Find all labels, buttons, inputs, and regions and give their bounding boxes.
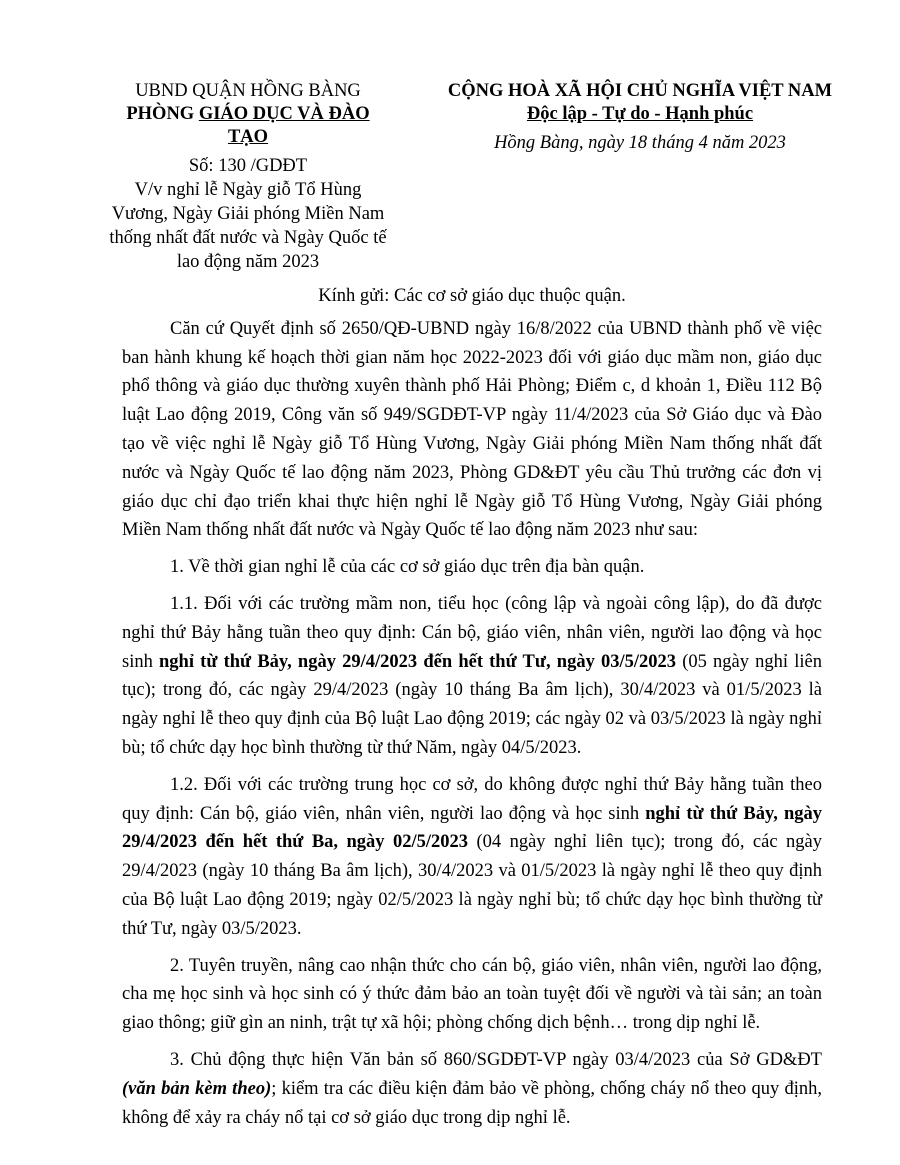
paragraph-basis: Căn cứ Quyết định số 2650/QĐ-UBND ngày 16/8/2022 của UBND thành phố về việc ban hành khung kế hoạch thời gian năm học 2022-2023 đối với giáo dục mầm non, giáo dục phổ thông và giáo dục thường xuyên thành phố Hải Phòng; Điểm c, d khoản 1, Điều 112 Bộ luật Lao động 2019, Công văn số 949/SGDĐT-VP ngày 11/4/2023 của Sở Giáo dục và Đào tạo về việc nghỉ lễ Ngày giỗ Tổ Hùng Vương, Ngày Giải phóng Miền Nam thống nhất đất nước và Ngày Quốc tế lao động năm 2023, Phòng GD&ĐT yêu cầu Thủ trưởng các đơn vị giáo dục chỉ đạo triển khai thực hiện nghỉ lễ Ngày giỗ Tổ Hùng Vương, Ngày Giải phóng Miền Nam thống nhất đất nước và Ngày Quốc tế lao động năm 2023 như sau: bbox=[122, 318, 822, 541]
text: (05 ngày nghỉ liên tục); trong đó, các ngày 29/4/2023 (ngày 10 tháng Ba âm lịch), 30/4/2023 và 01/5/2023 là ngày nghỉ lễ theo quy định của Bộ luật Lao động 2019; các ngày 02 và 03/5/2023 là ngày nghỉ bù; tổ chức dạy học bình thường từ thứ Năm, ngày 04/5/2023. bbox=[122, 651, 822, 758]
national-header bbox=[420, 80, 860, 155]
section-1-2 bbox=[122, 771, 822, 944]
section-3 bbox=[122, 1046, 822, 1132]
department-name: GIÁO DỤC VÀ ĐÀO TẠO bbox=[198, 104, 370, 147]
document-number: Số: 130 /GDĐT bbox=[188, 156, 308, 176]
section-1-1 bbox=[122, 590, 822, 763]
department-prefix: PHÒNG bbox=[126, 104, 199, 124]
attachment-note: (văn bản kèm theo) bbox=[122, 1078, 272, 1099]
issuer-block bbox=[108, 80, 388, 274]
greeting: Kính gửi: Các cơ sở giáo dục thuộc quận. bbox=[318, 286, 626, 306]
text: 1.1. Đối với các trường mầm non, tiểu học (công lập và ngoài công lập), do đã được nghỉ thứ Bảy hằng tuần theo quy định: Cán bộ, giáo viên, nhân viên, người lao động và học sinh bbox=[122, 593, 822, 672]
section-1-heading: 1. Về thời gian nghỉ lễ của các cơ sở giáo dục trên địa bàn quận. bbox=[170, 557, 645, 578]
place-date: Hồng Bàng, ngày 18 tháng 4 năm 2023 bbox=[494, 133, 786, 153]
country-name: CỘNG HOÀ XÃ HỘI CHỦ NGHĨA VIỆT NAM bbox=[447, 81, 833, 101]
parent-organization: UBND QUẬN HỒNG BÀNG bbox=[135, 81, 361, 101]
issuing-department bbox=[108, 103, 388, 149]
document-subject: V/v nghỉ lễ Ngày giỗ Tổ Hùng Vương, Ngày Giải phóng Miền Nam thống nhất đất nước và Ngày Quốc tế lao động năm 2023 bbox=[109, 180, 387, 272]
bold-dates: nghỉ từ thứ Bảy, ngày 29/4/2023 đến hết thứ Tư, ngày 03/5/2023 bbox=[159, 651, 677, 672]
text: 3. Chủ động thực hiện Văn bản số 860/SGDĐT-VP ngày 03/4/2023 của Sở GD&ĐT bbox=[170, 1049, 822, 1070]
text: ; kiểm tra các điều kiện đảm bảo về phòng, chống cháy nổ theo quy định, không để xảy ra cháy nổ tại cơ sở giáo dục trong dịp nghỉ lễ. bbox=[122, 1078, 822, 1128]
text: (04 ngày nghỉ liên tục); trong đó, các ngày 29/4/2023 (ngày 10 tháng Ba âm lịch), 30/4/2023 và 01/5/2023 là ngày nghỉ lễ theo quy định của Bộ luật Lao động 2019; ngày 02/5/2023 là ngày nghỉ bù; tổ chức dạy học bình thường từ thứ Tư, ngày 03/5/2023. bbox=[122, 832, 822, 939]
national-motto: Độc lập - Tự do - Hạnh phúc bbox=[526, 104, 754, 124]
section-2: 2. Tuyên truyền, nâng cao nhận thức cho cán bộ, giáo viên, nhân viên, người lao động, cha mẹ học sinh và học sinh có ý thức đảm bảo an toàn tuyệt đối về người và tài sản; an toàn giao thông; giữ gìn an ninh, trật tự xã hội; phòng chống dịch bệnh… trong dịp nghỉ lễ. bbox=[122, 955, 822, 1034]
bold-dates: nghỉ từ thứ Bảy, ngày 29/4/2023 đến hết thứ Ba, ngày 02/5/2023 bbox=[122, 803, 822, 853]
text: 1.2. Đối với các trường trung học cơ sở, do không được nghỉ thứ Bảy hằng tuần theo quy định: Cán bộ, giáo viên, nhân viên, người lao động và học sinh bbox=[122, 774, 822, 824]
document-body bbox=[122, 282, 822, 1140]
